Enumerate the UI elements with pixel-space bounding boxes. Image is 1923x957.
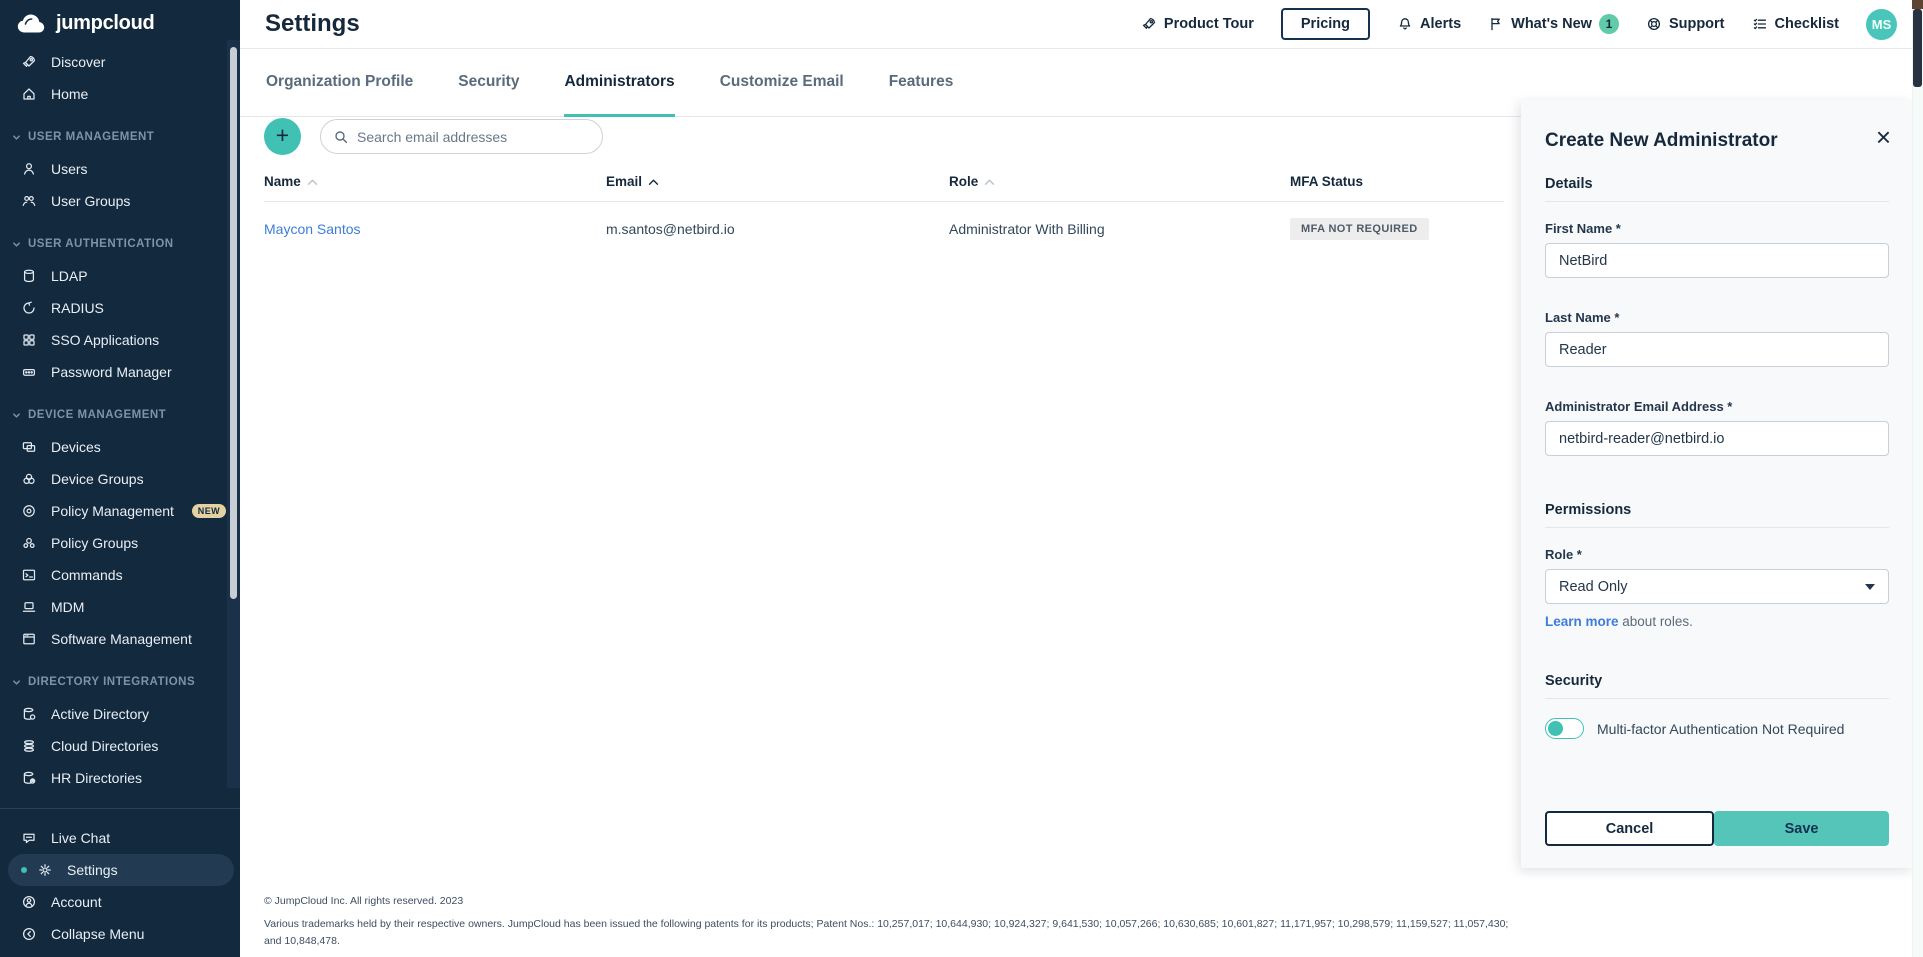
sidebar-item-label: Device Groups — [51, 471, 144, 487]
first-name-field[interactable] — [1545, 243, 1889, 278]
support-button[interactable] — [1646, 16, 1725, 32]
role-select[interactable] — [1545, 569, 1889, 604]
checklist-button[interactable] — [1752, 16, 1839, 32]
software-icon — [21, 631, 37, 647]
avatar[interactable]: MS — [1866, 9, 1897, 40]
flag-icon — [1488, 16, 1504, 32]
page-title: Settings — [265, 10, 360, 37]
database-icon — [21, 268, 37, 284]
sidebar-item-software-management[interactable] — [0, 623, 240, 655]
section-security: Security — [1545, 673, 1889, 699]
cloud-directories-icon — [21, 738, 37, 754]
sidebar-item-label: Software Management — [51, 631, 192, 647]
mfa-toggle[interactable] — [1545, 718, 1584, 739]
sidebar-item-label: Devices — [51, 439, 101, 455]
sidebar-item-label: Account — [51, 894, 102, 910]
save-button[interactable]: Save — [1714, 811, 1889, 846]
product-tour-button[interactable] — [1141, 16, 1254, 32]
chevron-down-icon — [12, 411, 21, 420]
jumpcloud-logo[interactable] — [0, 0, 240, 46]
user-group-icon — [21, 193, 37, 209]
sidebar-scrollbar-thumb[interactable] — [230, 47, 237, 599]
sidebar-item-commands[interactable] — [0, 559, 240, 591]
sidebar-item-label: Policy Groups — [51, 535, 139, 551]
page-scrollbar-thumb[interactable] — [1913, 9, 1922, 87]
sidebar-item-radius[interactable] — [0, 292, 240, 324]
sidebar-section-label: USER AUTHENTICATION — [28, 238, 174, 250]
grid-icon — [21, 332, 37, 348]
policy-management-icon — [21, 503, 37, 519]
sidebar-item-label: Commands — [51, 567, 123, 583]
sidebar-item-live-chat[interactable] — [0, 822, 240, 854]
sort-asc-icon — [984, 178, 995, 186]
sidebar-section-label: DIRECTORY INTEGRATIONS — [28, 676, 196, 688]
whats-new-label: What's New — [1511, 16, 1592, 32]
collapse-arrow-icon — [21, 926, 37, 942]
sidebar-item-policy-groups[interactable] — [0, 527, 240, 559]
whats-new-count-badge: 1 — [1599, 14, 1619, 34]
admin-email-field[interactable] — [1545, 421, 1889, 456]
footer — [264, 893, 1520, 949]
tab-organization-profile[interactable]: Organization Profile — [266, 72, 414, 90]
sidebar-item-device-groups[interactable] — [0, 463, 240, 495]
alerts-button[interactable] — [1397, 16, 1461, 32]
sidebar-item-sso-applications[interactable] — [0, 324, 240, 356]
sort-asc-icon — [307, 178, 318, 186]
whats-new-button[interactable] — [1488, 14, 1619, 34]
sidebar-item-settings[interactable] — [8, 854, 234, 886]
sidebar-item-label: Active Directory — [51, 706, 150, 722]
add-administrator-button[interactable]: + — [264, 118, 301, 155]
sidebar-item-label: Live Chat — [51, 830, 111, 846]
devices-icon — [21, 439, 37, 455]
learn-more-line — [1545, 614, 1889, 629]
column-header-role[interactable] — [949, 174, 1290, 189]
sidebar-item-discover[interactable] — [0, 46, 240, 78]
checklist-icon — [1752, 16, 1768, 32]
radius-icon — [21, 300, 37, 316]
role-selected-value: Read Only — [1559, 578, 1628, 595]
sidebar-section-directory-integrations[interactable] — [0, 666, 240, 698]
chat-icon — [21, 830, 37, 846]
section-details: Details — [1545, 176, 1889, 202]
password-icon — [21, 364, 37, 380]
admin-name-link[interactable]: Maycon Santos — [264, 221, 361, 237]
new-badge: NEW — [192, 504, 226, 518]
tab-administrators[interactable]: Administrators — [564, 49, 674, 117]
sidebar-item-label: Discover — [51, 54, 106, 70]
sidebar-item-label: HR Directories — [51, 770, 143, 786]
sidebar-item-label: LDAP — [51, 268, 88, 284]
page-scrollbar-track[interactable] — [1912, 0, 1923, 957]
close-icon[interactable]: × — [1875, 122, 1891, 152]
sidebar-item-active-directory[interactable] — [0, 698, 240, 730]
sidebar-section-label: DEVICE MANAGEMENT — [28, 409, 167, 421]
active-indicator-dot — [21, 867, 27, 873]
brand-name: jumpcloud — [56, 11, 155, 34]
chevron-down-icon — [12, 133, 21, 142]
sidebar-section-device-management[interactable] — [0, 399, 240, 431]
sidebar-item-label: SSO Applications — [51, 332, 160, 348]
sidebar-item-ldap[interactable] — [0, 260, 240, 292]
checklist-label: Checklist — [1774, 16, 1839, 32]
copyright-text: © JumpCloud Inc. All rights reserved. 2023 — [264, 895, 464, 907]
sidebar-item-account[interactable] — [0, 886, 240, 918]
sidebar-item-home[interactable] — [0, 78, 240, 110]
sidebar — [0, 0, 240, 957]
tab-security[interactable]: Security — [458, 72, 520, 90]
sidebar-item-label: MDM — [51, 599, 85, 615]
sidebar-section-user-management[interactable] — [0, 121, 240, 153]
sidebar-item-cloud-directories[interactable] — [0, 730, 240, 762]
role-label: Role * — [1545, 547, 1582, 562]
last-name-field[interactable] — [1545, 332, 1889, 367]
sidebar-divider — [0, 808, 240, 809]
lifebuoy-icon — [1646, 16, 1662, 32]
column-header-mfa-status — [1290, 174, 1504, 189]
alerts-label: Alerts — [1420, 16, 1462, 32]
admin-email-cell: m.santos@netbird.io — [606, 221, 735, 237]
laptop-icon — [21, 599, 37, 615]
account-icon — [21, 894, 37, 910]
learn-more-link[interactable]: Learn more — [1545, 614, 1619, 629]
column-label: MFA Status — [1290, 174, 1364, 189]
search-input[interactable] — [357, 129, 589, 145]
policy-groups-icon — [21, 535, 37, 551]
jumpcloud-cloud-icon — [16, 12, 48, 34]
table-row — [264, 202, 1504, 256]
column-header-name[interactable] — [264, 174, 606, 189]
first-name-label: First Name * — [1545, 221, 1621, 236]
sidebar-item-collapse-menu[interactable] — [0, 918, 240, 950]
chevron-down-icon — [12, 678, 21, 687]
panel-title: Create New Administrator — [1545, 130, 1778, 151]
sidebar-item-password-manager[interactable] — [0, 356, 240, 388]
home-icon — [21, 86, 37, 102]
sidebar-item-label: Settings — [67, 862, 118, 878]
mfa-status-badge: MFA NOT REQUIRED — [1290, 218, 1429, 240]
active-directory-icon — [21, 706, 37, 722]
mfa-toggle-row — [1545, 718, 1889, 739]
sidebar-item-user-groups[interactable] — [0, 185, 240, 217]
search-box[interactable] — [320, 119, 603, 154]
support-label: Support — [1668, 16, 1725, 32]
panel-buttons — [1545, 811, 1889, 846]
top-bar — [240, 0, 1923, 49]
last-name-label: Last Name * — [1545, 310, 1620, 325]
column-label: Name — [264, 174, 301, 189]
user-icon — [21, 161, 37, 177]
column-header-email[interactable] — [606, 174, 949, 189]
hr-directories-icon — [21, 770, 37, 786]
search-icon — [334, 130, 348, 144]
column-label: Email — [606, 174, 643, 189]
bell-icon — [1397, 16, 1413, 32]
mfa-toggle-label: Multi-factor Authentication Not Required — [1597, 720, 1845, 737]
table-header-row — [264, 162, 1504, 202]
chevron-down-icon — [1865, 584, 1875, 590]
create-administrator-panel — [1521, 100, 1913, 868]
cancel-button[interactable]: Cancel — [1545, 811, 1714, 846]
toggle-knob — [1548, 721, 1563, 736]
pricing-button[interactable]: Pricing — [1281, 8, 1370, 40]
sidebar-item-users[interactable] — [0, 153, 240, 185]
administrators-table — [264, 162, 1504, 256]
admin-email-label: Administrator Email Address * — [1545, 399, 1733, 414]
sidebar-item-policy-management[interactable] — [0, 495, 240, 527]
scrollbar-top-cap — [1912, 0, 1923, 9]
sidebar-item-label: Collapse Menu — [51, 926, 145, 942]
device-groups-icon — [21, 471, 37, 487]
rocket-icon — [21, 54, 37, 70]
tab-customize-email[interactable]: Customize Email — [719, 72, 844, 90]
sidebar-item-label: Policy Management — [51, 503, 174, 519]
column-label: Role — [949, 174, 979, 189]
sidebar-item-label: Cloud Directories — [51, 738, 159, 754]
sidebar-item-label: Password Manager — [51, 364, 172, 380]
learn-more-rest: about roles. — [1618, 614, 1693, 629]
terminal-icon — [21, 567, 37, 583]
chevron-down-icon — [12, 240, 21, 249]
patents-text: Various trademarks held by their respective owners. JumpCloud has been issued the following patents for its products; Patent Nos.: 10,257,017; 10,644,930; 10,924,327; 9,641,530; 10,057,266; 10,630,685; 10,601,827; 11,171,957; 10,298,579; 11,159,527; 11,057,430; and 10,848,478. — [264, 917, 1509, 947]
sidebar-item-hr-directories[interactable] — [0, 762, 240, 794]
top-menu — [1141, 8, 1923, 40]
sidebar-section-user-authentication[interactable] — [0, 228, 240, 260]
sidebar-item-label: RADIUS — [51, 300, 104, 316]
rocket-icon — [1141, 16, 1157, 32]
sidebar-item-label: User Groups — [51, 193, 131, 209]
sidebar-item-devices[interactable] — [0, 431, 240, 463]
sidebar-section-label: USER MANAGEMENT — [28, 131, 155, 143]
gear-icon — [37, 862, 53, 878]
section-permissions: Permissions — [1545, 502, 1889, 528]
admin-role-cell: Administrator With Billing — [949, 221, 1105, 237]
sort-asc-icon — [648, 178, 659, 186]
sidebar-item-mdm[interactable] — [0, 591, 240, 623]
product-tour-label: Product Tour — [1163, 16, 1254, 32]
sidebar-item-label: Users — [51, 161, 88, 177]
tab-features[interactable]: Features — [888, 72, 954, 90]
sidebar-item-label: Home — [51, 86, 89, 102]
admin-toolbar — [264, 118, 603, 155]
